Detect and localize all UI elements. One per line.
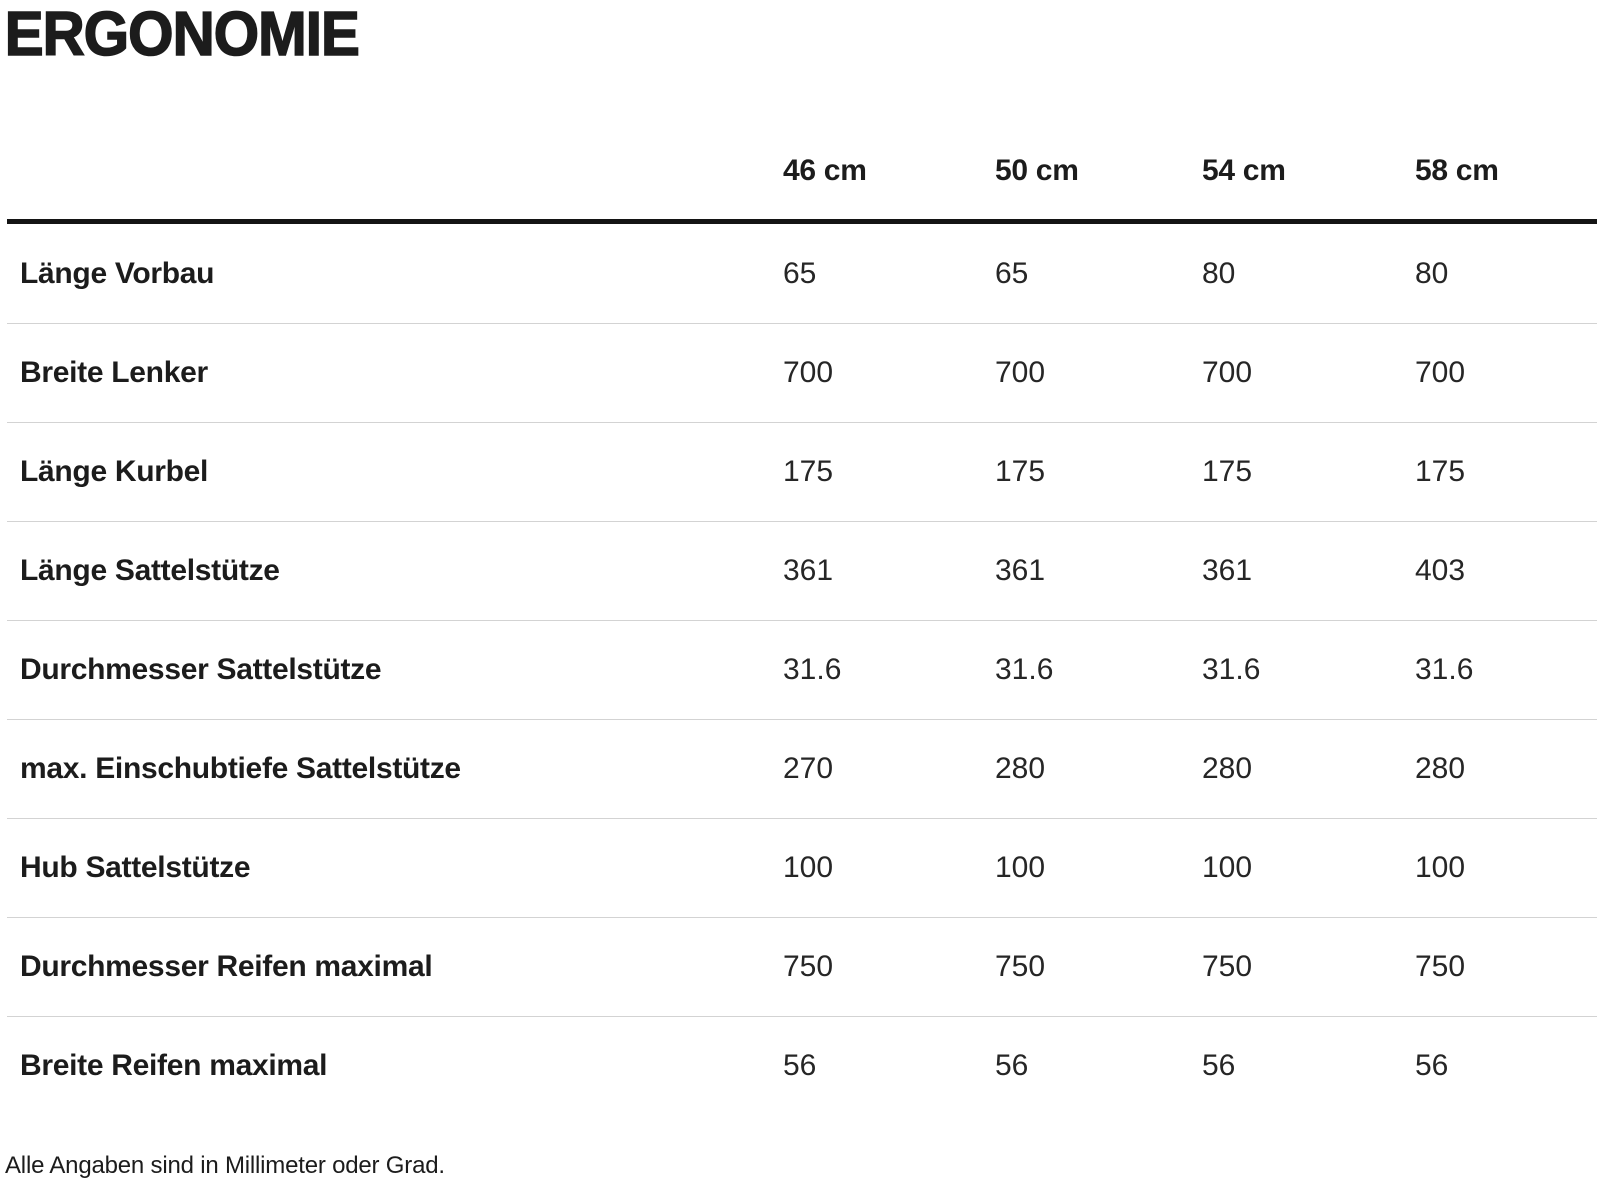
cell-value: 31.6	[995, 653, 1054, 687]
table-row	[7, 323, 1597, 422]
cell-value: 175	[1415, 455, 1466, 489]
cell-value: 750	[995, 950, 1046, 984]
cell-value: 361	[995, 554, 1046, 588]
row-label: Breite Lenker	[20, 356, 208, 390]
cell-value: 31.6	[1415, 653, 1474, 687]
spec-table	[7, 67, 1597, 1115]
cell-value: 175	[995, 455, 1046, 489]
column-header: 54 cm	[1202, 154, 1286, 188]
cell-value: 31.6	[1202, 653, 1261, 687]
cell-value: 280	[1415, 752, 1466, 786]
table-row	[7, 917, 1597, 1016]
cell-value: 750	[1202, 950, 1253, 984]
cell-value: 65	[783, 256, 817, 290]
row-label: Länge Sattelstütze	[20, 554, 280, 588]
cell-value: 280	[995, 752, 1046, 786]
cell-value: 100	[995, 851, 1046, 885]
cell-value: 65	[995, 256, 1029, 290]
spec-table-body	[7, 224, 1597, 1115]
table-row	[7, 719, 1597, 818]
spec-table-header	[7, 67, 1597, 224]
cell-value: 361	[1202, 554, 1253, 588]
cell-value: 280	[1202, 752, 1253, 786]
cell-value: 100	[783, 851, 834, 885]
row-label: Länge Kurbel	[20, 455, 209, 489]
cell-value: 80	[1415, 256, 1449, 290]
cell-value: 700	[783, 356, 834, 390]
cell-value: 700	[995, 356, 1046, 390]
cell-value: 403	[1415, 554, 1466, 588]
cell-value: 80	[1202, 256, 1236, 290]
row-label: Länge Vorbau	[20, 256, 215, 290]
footnote: Alle Angaben sind in Millimeter oder Grad.	[5, 1152, 445, 1180]
table-row	[7, 818, 1597, 917]
cell-value: 31.6	[783, 653, 842, 687]
cell-value: 56	[995, 1049, 1029, 1083]
cell-value: 100	[1415, 851, 1466, 885]
cell-value: 175	[1202, 455, 1253, 489]
cell-value: 700	[1202, 356, 1253, 390]
column-header: 58 cm	[1415, 154, 1499, 188]
column-header: 50 cm	[995, 154, 1079, 188]
row-label: Durchmesser Reifen maximal	[20, 950, 433, 984]
row-label: Breite Reifen maximal	[20, 1049, 328, 1083]
cell-value: 700	[1415, 356, 1466, 390]
cell-value: 175	[783, 455, 834, 489]
column-header: 46 cm	[783, 154, 867, 188]
cell-value: 750	[783, 950, 834, 984]
table-row	[7, 422, 1597, 521]
cell-value: 56	[1202, 1049, 1236, 1083]
cell-value: 56	[1415, 1049, 1449, 1083]
table-row	[7, 620, 1597, 719]
cell-value: 100	[1202, 851, 1253, 885]
cell-value: 750	[1415, 950, 1466, 984]
table-row	[7, 521, 1597, 620]
table-row	[7, 224, 1597, 323]
page-title: ERGONOMIE	[4, 0, 359, 69]
table-row	[7, 1016, 1597, 1115]
row-label: max. Einschubtiefe Sattelstütze	[20, 752, 461, 786]
row-label: Durchmesser Sattelstütze	[20, 653, 382, 687]
cell-value: 56	[783, 1049, 817, 1083]
cell-value: 361	[783, 554, 834, 588]
row-label: Hub Sattelstütze	[20, 851, 251, 885]
cell-value: 270	[783, 752, 834, 786]
